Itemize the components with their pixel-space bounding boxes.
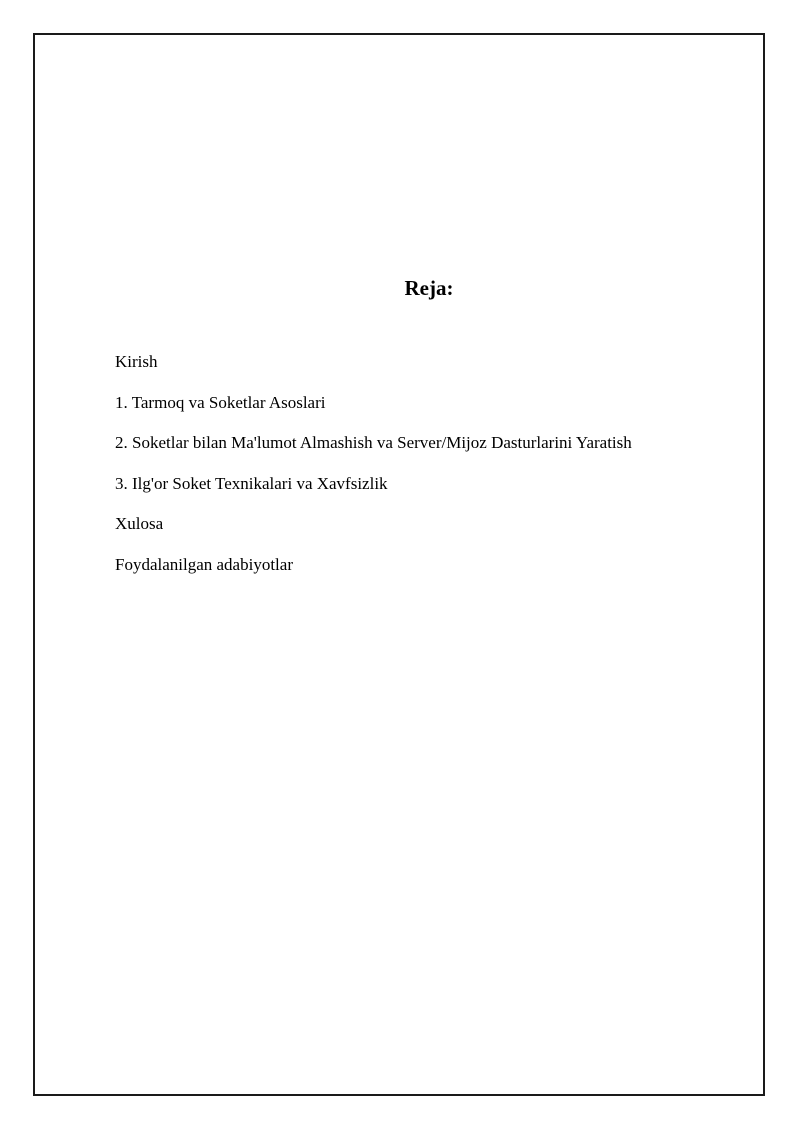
- toc-item-conclusion: Xulosa: [115, 514, 164, 534]
- toc-item-references: Foydalanilgan adabiyotlar: [115, 554, 293, 574]
- toc-item-section-2: 2. Soketlar bilan Ma'lumot Almashish va Server/Mijoz Dasturlarini Yaratish: [115, 433, 632, 453]
- page-title: Reja:: [404, 276, 454, 300]
- table-of-contents: [115, 352, 632, 596]
- toc-item-section-3: 3. Ilg'or Soket Texnikalari va Xavfsizlik: [115, 473, 388, 493]
- toc-item-introduction: Kirish: [115, 352, 158, 371]
- toc-item-section-1: 1. Tarmoq va Soketlar Asoslari: [115, 392, 326, 412]
